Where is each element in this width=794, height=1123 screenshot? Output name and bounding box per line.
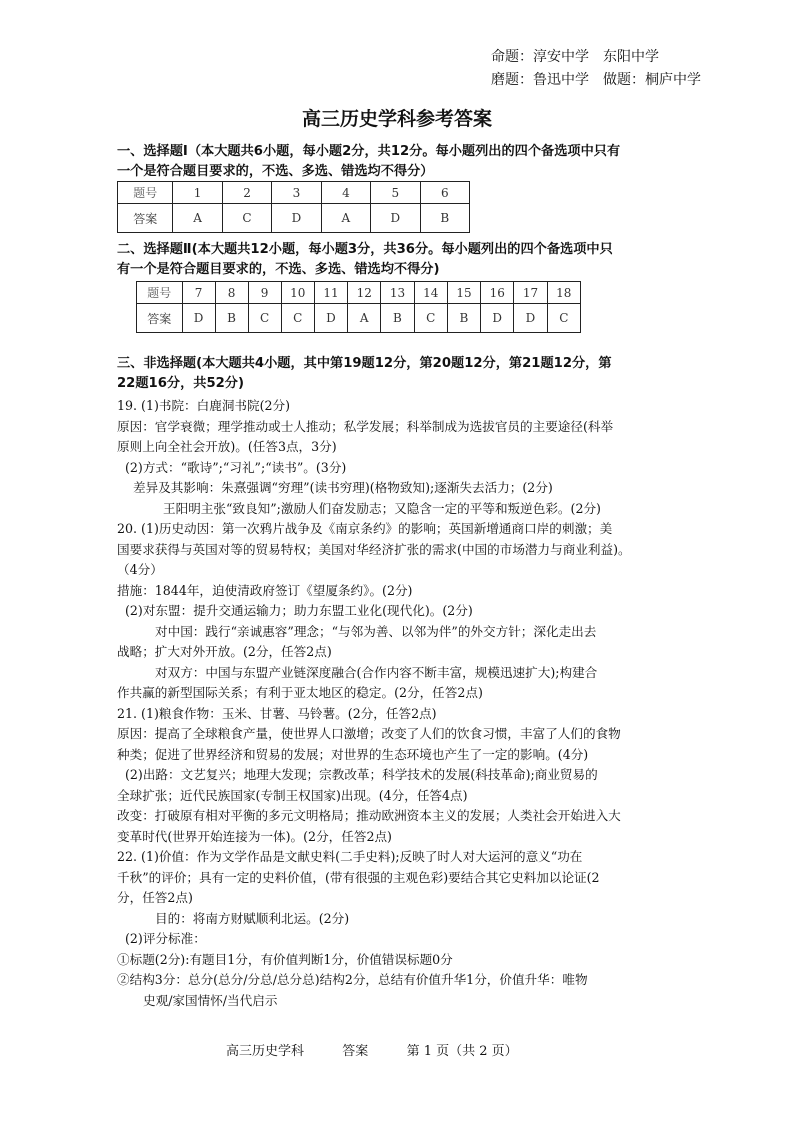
answer-table-1: [117, 181, 470, 233]
answer-cell: A: [173, 204, 222, 233]
answer-line: 改变：打破原有相对平衡的多元文明格局；推动欧洲资本主义的发展；人类社会开始进入大: [117, 808, 621, 823]
answer-line: 分，任答2点): [117, 890, 193, 905]
answer-line: ②结构3分：总分(总分/分总/总分总)结构2分，总结有价值升华1分，价值升华：唯物: [117, 972, 588, 987]
question-number: 18: [547, 282, 580, 304]
answer-line: 措施：1844年，迫使清政府签订《望厦条约》。(2分): [117, 582, 413, 598]
answer-line: （4分）: [117, 562, 163, 577]
answer-line: (2)方式：“歌诗”;“习礼”;“读书”。(3分): [125, 459, 347, 475]
answer-cell: C: [547, 304, 580, 333]
page-footer: [226, 1040, 518, 1059]
answer-row: [118, 204, 470, 233]
question-number: 4: [321, 182, 370, 204]
answer-cell: C: [222, 204, 271, 233]
answer-line: 20. (1)历史动因：第一次鸦片战争及《南京条约》的影响；英国新增通商口岸的刺激；美: [117, 521, 613, 536]
section2-heading-line2: 有一个是符合题目要求的，不选、多选、错选均不得分): [117, 262, 440, 277]
answer-line: 原则上向全社会开放)。(任答3点，3分): [117, 439, 337, 454]
question-number: 9: [248, 282, 281, 304]
footer-subject: 高三历史学科: [226, 1044, 305, 1059]
answer-cell: B: [447, 304, 480, 333]
answer-line: 差异及其影响：朱熹强调“穷理”(读书穷理)(格物致知);逐渐失去活力；(2分): [133, 480, 553, 495]
answer-line: 目的：将南方财赋顺利北运。(2分): [155, 910, 350, 926]
question-number: 1: [173, 182, 222, 204]
question-number: 6: [420, 182, 469, 204]
answer-line: (2)评分标准：: [125, 931, 206, 946]
section1-heading-line2: 一个是符合题目要求的，不选、多选、错选均不得分）: [117, 164, 434, 179]
answer-line: 千秋”的评价；具有一定的史料价值，(带有很强的主观色彩)要结合其它史料加以论证(2: [117, 869, 600, 885]
answer-line: 战略；扩大对外开放。(2分，任答2点): [117, 644, 332, 659]
section2-heading: [117, 240, 677, 280]
answer-label: 答案: [118, 204, 173, 233]
answer-cell: B: [420, 204, 469, 233]
answer-line: 原因：提高了全球粮食产量，使世界人口激增；改变了人们的饮食习惯，丰富了人们的食物: [117, 726, 621, 741]
answer-cell: C: [248, 304, 281, 333]
answer-cell: C: [281, 304, 314, 333]
page-title: 高三历史学科参考答案: [301, 108, 492, 130]
question-number: 17: [514, 282, 547, 304]
reviewer-line: 磨题：鲁迅中学 做题：桐庐中学: [491, 72, 701, 88]
question-number: 2: [222, 182, 271, 204]
answer-cell: A: [348, 304, 381, 333]
question-label: 题号: [137, 282, 183, 304]
answer-cell: D: [314, 304, 347, 333]
question-number: 10: [281, 282, 314, 304]
answer-table-2: [136, 281, 581, 333]
answer-cell: D: [514, 304, 547, 333]
author-line: 命题：淳安中学 东阳中学: [491, 49, 659, 65]
answer-label: 答案: [137, 304, 183, 333]
question-number: 5: [371, 182, 420, 204]
answer-cell: D: [371, 204, 420, 233]
question-number: 16: [481, 282, 514, 304]
section3-heading-line2: 22题16分，共52分): [117, 376, 245, 391]
section2-heading-line1: 二、选择题Ⅱ(本大题共12小题，每小题3分，共36分。每小题列出的四个备选项中只: [117, 242, 613, 257]
answer-line: 变革时代(世界开始连接为一体)。(2分，任答2点): [117, 828, 392, 844]
answer-line: (2)对东盟：提升交通运输力；助力东盟工业化(现代化)。(2分): [125, 603, 473, 618]
answer-cell: D: [182, 304, 215, 333]
section1-heading: [117, 142, 677, 182]
answer-line: 史观/家国情怀/当代启示: [143, 992, 278, 1008]
answer-cell: A: [321, 204, 370, 233]
answer-line: ①标题(2分):有题目1分，有价值判断1分，价值错误标题0分: [117, 951, 453, 967]
question-row: [137, 282, 581, 304]
answer-line: 原因：官学衰微；理学推动或士人推动；私学发展；科举制成为选拔官员的主要途径(科举: [117, 418, 614, 434]
section1-heading-line1: 一、选择题I（本大题共6小题，每小题2分，共12分。每小题列出的四个备选项中只有: [117, 144, 621, 159]
question-row: [118, 182, 470, 204]
section3-heading: [117, 354, 677, 394]
answer-line: 全球扩张；近代民族国家(专制王权国家)出现。(4分，任答4点): [117, 787, 468, 803]
answer-row: [137, 304, 581, 333]
section3-heading-line1: 三、非选择题(本大题共4小题，其中第19题12分，第20题12分，第21题12分，第: [117, 356, 612, 371]
question-number: 8: [215, 282, 248, 304]
answer-line: 国要求获得与英国对等的贸易特权；美国对华经济扩张的需求(中国的市场潜力与商业利益)。: [117, 541, 631, 557]
question-label: 题号: [118, 182, 173, 204]
answer-line: 21. (1)粮食作物：玉米、甘薯、马铃薯。(2分，任答2点): [117, 705, 437, 721]
footer-page: 第 1 页（共 2 页）: [406, 1044, 518, 1059]
answer-line: 对双方：中国与东盟产业链深度融合(合作内容不断丰富，规模迅速扩大);构建合: [155, 664, 598, 680]
answer-body: [117, 396, 687, 1011]
answer-cell: D: [272, 204, 321, 233]
answer-line: 对中国：践行“亲诚惠容”理念；“与邻为善、以邻为伴”的外交方针；深化走出去: [155, 623, 597, 639]
question-number: 15: [447, 282, 480, 304]
question-number: 14: [414, 282, 447, 304]
answer-line: (2)出路：文艺复兴；地理大发现；宗教改革；科学技术的发展(科技革命);商业贸易的: [125, 767, 598, 782]
question-number: 11: [314, 282, 347, 304]
question-number: 3: [272, 182, 321, 204]
answer-line: 作共赢的新型国际关系；有利于亚太地区的稳定。(2分，任答2点): [117, 685, 483, 700]
answer-cell: B: [381, 304, 414, 333]
answer-line: 王阳明主张“致良知”;激励人们奋发励志；又隐含一定的平等和叛逆色彩。(2分): [163, 500, 601, 516]
question-number: 13: [381, 282, 414, 304]
answer-cell: C: [414, 304, 447, 333]
question-number: 7: [182, 282, 215, 304]
footer-type: 答案: [342, 1044, 369, 1059]
answer-line: 19. (1)书院：白鹿洞书院(2分): [117, 398, 291, 413]
answer-line: 种类；促进了世界经济和贸易的发展；对世界的生态环境也产生了一定的影响。(4分): [117, 746, 589, 762]
answer-cell: D: [481, 304, 514, 333]
answer-line: 22. (1)价值：作为文学作品是文献史料(二手史料);反映了时人对大运河的意义“功在: [117, 849, 583, 864]
question-number: 12: [348, 282, 381, 304]
answer-cell: B: [215, 304, 248, 333]
